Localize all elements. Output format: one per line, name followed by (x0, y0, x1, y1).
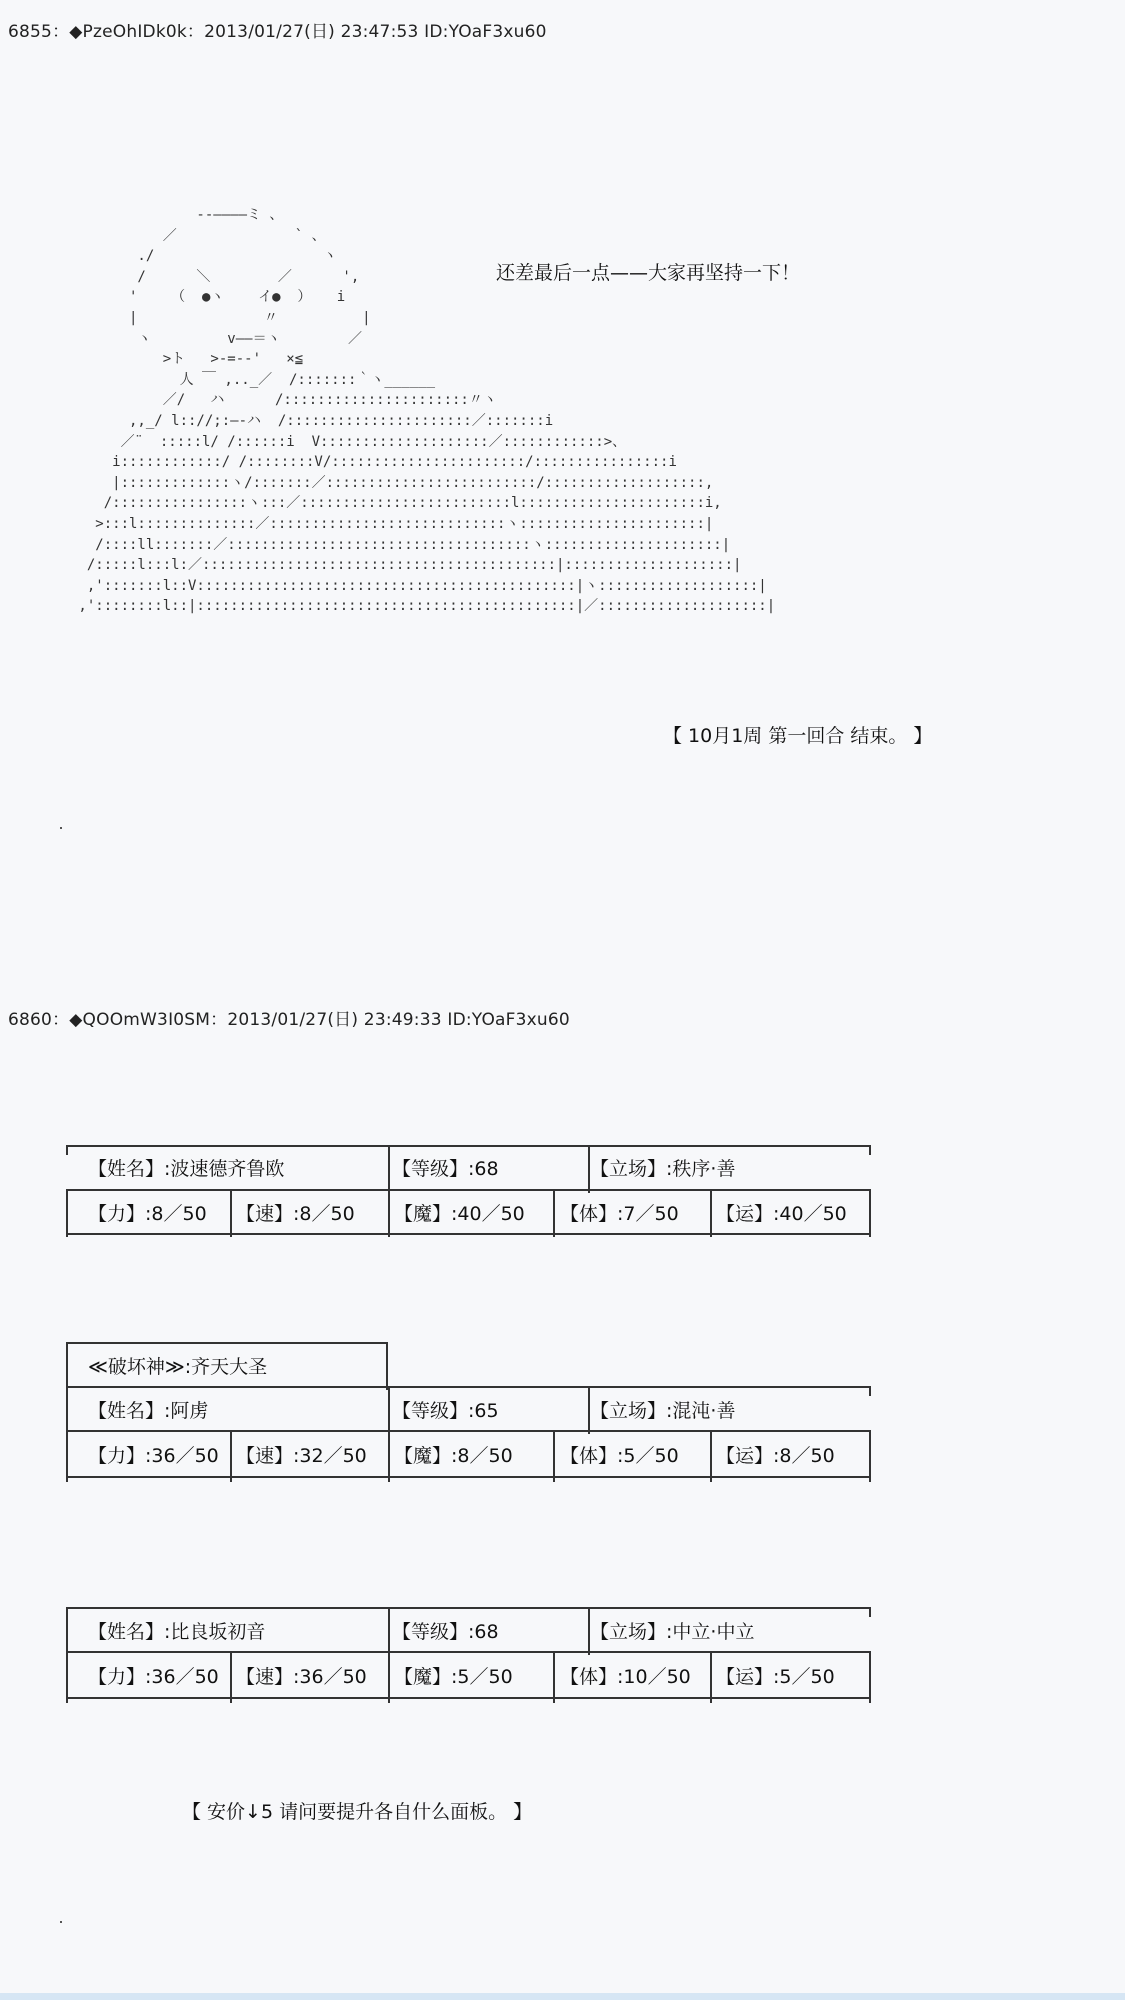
panel-line (66, 1342, 388, 1344)
panel-tick (66, 1607, 68, 1655)
stat-strength: 【力】:36／50 (88, 1445, 219, 1467)
panel-tick (710, 1430, 712, 1482)
panel-tick (388, 1607, 390, 1655)
name-field: 【姓名】:比良坂初音 (88, 1621, 266, 1643)
stance-field: 【立场】:混沌·善 (590, 1400, 736, 1422)
panel-tick (869, 1386, 871, 1396)
name-field: 【姓名】:波速德齐鲁欧 (88, 1158, 285, 1180)
level-field: 【等级】:65 (392, 1400, 499, 1422)
panel-line (66, 1697, 871, 1699)
panel-tick (388, 1651, 390, 1703)
title-field: ≪破坏神≫:齐天大圣 (88, 1356, 268, 1378)
panel-tick (869, 1607, 871, 1617)
vote-prompt-text: 【 安价↓5 请问要提升各自什么面板。 】 (182, 1801, 533, 1823)
panel-tick (869, 1430, 871, 1482)
panel-tick (710, 1651, 712, 1703)
panel-tick (553, 1430, 555, 1482)
stat-speed: 【速】:32／50 (236, 1445, 367, 1467)
panel-tick (66, 1430, 68, 1482)
stat-speed: 【速】:36／50 (236, 1666, 367, 1688)
stat-body: 【体】:5／50 (560, 1445, 679, 1467)
panel-tick (66, 1651, 68, 1703)
panel-tick (388, 1189, 390, 1237)
divider-dot (60, 827, 62, 829)
panel-line (66, 1233, 871, 1235)
panel-line (66, 1607, 871, 1609)
panel-tick (553, 1651, 555, 1703)
stat-magic: 【魔】:5／50 (394, 1666, 513, 1688)
panel-tick (66, 1342, 68, 1390)
stat-magic: 【魔】:40／50 (394, 1203, 525, 1225)
panel-tick (869, 1189, 871, 1237)
stat-luck: 【运】:5／50 (716, 1666, 835, 1688)
panel-tick (230, 1430, 232, 1482)
stat-strength: 【力】:8／50 (88, 1203, 207, 1225)
round-end-text: 【 10月1周 第一回合 结束。 】 (663, 725, 933, 747)
post-header: 6855：◆PzeOhIDk0k：2013/01/27(日) 23:47:53 ID:YOaF3xu60 (8, 22, 547, 42)
panel-tick (388, 1145, 390, 1193)
panel-tick (710, 1189, 712, 1237)
stat-body: 【体】:10／50 (560, 1666, 691, 1688)
speech-text: 还差最后一点——大家再坚持一下！ (496, 262, 801, 284)
panel-line (66, 1476, 871, 1478)
stat-strength: 【力】:36／50 (88, 1666, 219, 1688)
stat-speed: 【速】:8／50 (236, 1203, 355, 1225)
stance-field: 【立场】:秩序·善 (590, 1158, 736, 1180)
stance-field: 【立场】:中立·中立 (590, 1621, 755, 1643)
panel-line (66, 1386, 871, 1388)
panel-line (66, 1145, 871, 1147)
panel-tick (388, 1386, 390, 1434)
panel-tick (230, 1189, 232, 1237)
ascii-art-character: -‐――――ミ 、 ／ ` 、 ./ ヽ / ＼ ／ ', ' （ ●ヽ イ● ） i | 〃 | ヽ v――＝ヽ ／ >ト >-=-‐' ×≦ 人 ￣ ,.._／ /:::::::｀ヽ______ ／/ ハ /::::::::::::::::::::::〃ヽ ,,_/ l:://;:―‐ハ /::::::::::::::::::::::／:::::::i ／¨ :::::l/ /::::::i V::::::::::::::::::::／::::::::::::>、 i::::::::::::/ /::::::::V/:::::::::::::::::::::::/::::::::::::::::i |:::::::::::::ヽ/:::::::／:::::::::::::::::::::::::/:::::::::::::::::::, /::::::::::::::::ヽ:::／:::::::::::::::::::::::::l::::::::::::::::::::::i, >:::l::::::::::::::／::::::::::::::::::::::::::::ヽ::::::::::::::::::::::| /::::ll:::::::／::::::::::::::::::::::::::::::::::::ヽ:::::::::::::::::::::| /:::::l:::l:／::::::::::::::::::::::::::::::::::::::::::|::::::::::::::::::::| ,':::::::l::V:::::::::::::::::::::::::::::::::::::::::::::|ヽ:::::::::::::::::::| ,'::::::::l::|:::::::::::::::::::::::::::::::::::::::::::::|／::::::::::::::::::::| (78, 207, 776, 615)
panel-tick (230, 1651, 232, 1703)
panel-tick (869, 1145, 871, 1155)
panel-tick (553, 1189, 555, 1237)
panel-tick (66, 1145, 68, 1155)
post-header: 6860：◆QOOmW3I0SM：2013/01/27(日) 23:49:33 ID:YOaF3xu60 (8, 1010, 570, 1030)
panel-line (66, 1651, 871, 1653)
level-field: 【等级】:68 (392, 1621, 499, 1643)
stat-body: 【体】:7／50 (560, 1203, 679, 1225)
stat-magic: 【魔】:8／50 (394, 1445, 513, 1467)
name-field: 【姓名】:阿虏 (88, 1400, 209, 1422)
panel-tick (66, 1189, 68, 1237)
stat-luck: 【运】:40／50 (716, 1203, 847, 1225)
panel-tick (869, 1651, 871, 1703)
level-field: 【等级】:68 (392, 1158, 499, 1180)
panel-line (66, 1430, 871, 1432)
panel-line (66, 1189, 871, 1191)
divider-dot (60, 1921, 62, 1923)
panel-tick (388, 1430, 390, 1482)
stat-luck: 【运】:8／50 (716, 1445, 835, 1467)
panel-tick (66, 1386, 68, 1434)
bottom-bar (0, 1993, 1125, 2000)
panel-tick (386, 1342, 388, 1390)
